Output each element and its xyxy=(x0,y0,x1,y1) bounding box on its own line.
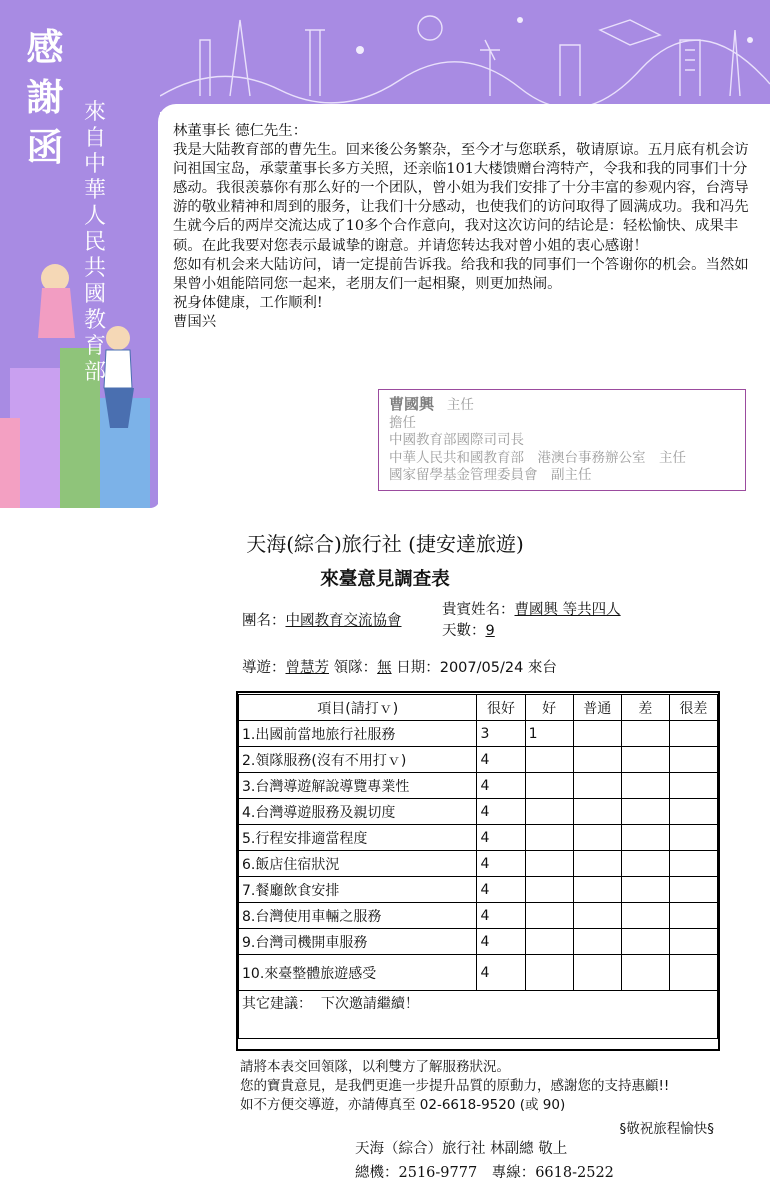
table-row xyxy=(239,929,718,955)
other-suggestions-cell xyxy=(239,991,718,1039)
row-item: 1.出國前當地旅行社服務 xyxy=(239,721,477,747)
guest-field xyxy=(442,598,621,619)
group-label: 團名： xyxy=(242,613,286,629)
other-suggestions-row xyxy=(239,991,718,1039)
letter-body xyxy=(173,122,758,332)
agency-title: 天海(綜合)旅行社 (捷安達旅遊) xyxy=(246,532,524,556)
contact-line: 總機：2516-9777 專線：6618-2522 xyxy=(355,1165,614,1181)
rating-cell: 1 xyxy=(525,721,573,747)
row-item: 10.來臺整體旅遊感受 xyxy=(239,955,477,991)
rating-cell xyxy=(669,747,717,773)
rating-cell xyxy=(621,799,669,825)
rating-cell xyxy=(669,721,717,747)
guide-value: 曾慧芳 xyxy=(285,660,329,676)
row-item: 8.台灣使用車輛之服務 xyxy=(239,903,477,929)
form-notes xyxy=(240,1058,669,1115)
rating-cell xyxy=(573,747,621,773)
note-line: 請將本表交回領隊，以利雙方了解服務狀況。 xyxy=(240,1059,510,1075)
guest-label: 貴賓姓名： xyxy=(442,602,515,618)
rating-cell: 3 xyxy=(477,721,525,747)
table-row xyxy=(239,799,718,825)
rating-cell: 4 xyxy=(477,877,525,903)
rating-cell xyxy=(621,721,669,747)
date-value: 2007/05/24 來台 xyxy=(439,660,557,676)
signature-position: 國家留學基金管理委員會 副主任 xyxy=(389,467,592,483)
rating-cell xyxy=(525,773,573,799)
other-value: 下次邀請繼續！ xyxy=(320,996,419,1012)
thank-you-letter xyxy=(0,0,770,508)
table-row xyxy=(239,747,718,773)
rating-cell xyxy=(621,773,669,799)
letter-subtitle: 來自中華人民共國教育部 xyxy=(83,100,106,385)
row-item: 3.台灣導遊解說導覽專業性 xyxy=(239,773,477,799)
closing-wish: §敬祝旅程愉快§ xyxy=(619,1121,714,1137)
guest-value: 曹國興 等共四人 xyxy=(514,602,621,618)
rating-cell xyxy=(525,747,573,773)
signature-card xyxy=(378,389,746,491)
letter-greeting: 林董事长 德仁先生： xyxy=(173,123,308,139)
row-item: 2.領隊服務(沒有不用打ｖ) xyxy=(239,747,477,773)
rating-cell xyxy=(669,851,717,877)
group-field xyxy=(242,609,402,630)
column-header: 好 xyxy=(525,695,573,721)
rating-cell xyxy=(669,903,717,929)
days-field xyxy=(442,619,495,640)
rating-cell xyxy=(669,773,717,799)
letter-blessing: 祝身体健康，工作顺利! xyxy=(173,294,323,311)
rating-cell xyxy=(669,799,717,825)
days-label: 天數： xyxy=(442,623,486,639)
leader-value: 無 xyxy=(377,660,392,676)
other-label: 其它建議： xyxy=(242,996,312,1012)
form-title: 來臺意見調查表 xyxy=(320,569,450,590)
row-item: 7.餐廳飲食安排 xyxy=(239,877,477,903)
rating-cell xyxy=(621,851,669,877)
rating-cell xyxy=(573,877,621,903)
rating-cell xyxy=(573,799,621,825)
rating-cell: 4 xyxy=(477,903,525,929)
days-value: 9 xyxy=(485,623,495,639)
group-value: 中國教育交流協會 xyxy=(285,613,402,629)
rating-cell xyxy=(621,825,669,851)
rating-cell xyxy=(525,799,573,825)
table-row xyxy=(239,721,718,747)
rating-cell: 4 xyxy=(477,851,525,877)
row-item: 9.台灣司機開車服務 xyxy=(239,929,477,955)
date-label: 日期： xyxy=(396,660,440,676)
signature-position: 中國教育部國際司司長 xyxy=(389,432,524,448)
rating-cell: 4 xyxy=(477,929,525,955)
table-row xyxy=(239,773,718,799)
rating-cell xyxy=(669,955,717,991)
rating-cell: 4 xyxy=(477,747,525,773)
guide-label: 導遊： xyxy=(242,660,286,676)
signature-name: 曹國興 xyxy=(389,395,435,413)
rating-cell xyxy=(621,903,669,929)
rating-cell xyxy=(669,877,717,903)
signature-position: 中華人民共和國教育部 港澳台事務辦公室 主任 xyxy=(389,449,686,466)
rating-cell xyxy=(525,903,573,929)
rating-cell xyxy=(525,877,573,903)
rating-cell xyxy=(573,721,621,747)
rating-cell xyxy=(621,929,669,955)
table-row xyxy=(239,825,718,851)
rating-cell xyxy=(573,903,621,929)
rating-cell xyxy=(573,955,621,991)
rating-cell xyxy=(525,929,573,955)
letter-title: 感謝函 xyxy=(26,25,64,169)
rating-cell xyxy=(573,825,621,851)
letter-paragraph: 您如有机会来大陆访问，请一定提前告诉我。给我和我的同事们一个答谢你的机会。当然如果曾小姐能陪同您一起来，老朋友们一起相聚，则更加热闹。 xyxy=(173,256,749,292)
column-header: 差 xyxy=(621,695,669,721)
signature-position: 擔任 xyxy=(389,414,416,431)
rating-cell xyxy=(525,825,573,851)
rating-cell xyxy=(621,747,669,773)
table-header-row xyxy=(239,695,718,721)
survey-table xyxy=(238,694,718,1039)
rating-cell xyxy=(573,773,621,799)
rating-cell xyxy=(621,877,669,903)
letter-signoff: 曹国兴 xyxy=(173,313,217,330)
rating-cell xyxy=(573,851,621,877)
note-line: 您的寶貴意見，是我們更進一步提升品質的原動力，感謝您的支持惠顧!! xyxy=(240,1078,670,1094)
rating-cell xyxy=(525,851,573,877)
signature-role: 主任 xyxy=(446,397,474,413)
leader-label: 領隊： xyxy=(333,660,378,676)
row-item: 6.飯店住宿狀況 xyxy=(239,851,477,877)
rating-cell xyxy=(573,929,621,955)
guide-line xyxy=(242,656,557,677)
couple-illustration xyxy=(0,248,160,508)
table-row xyxy=(239,851,718,877)
sign-line: 天海（綜合）旅行社 林副總 敬上 xyxy=(355,1141,568,1157)
rating-cell xyxy=(669,825,717,851)
column-header: 項目(請打ｖ) xyxy=(239,695,477,721)
rating-cell: 4 xyxy=(477,773,525,799)
column-header: 普通 xyxy=(573,695,621,721)
row-item: 4.台灣導遊服務及親切度 xyxy=(239,799,477,825)
rating-cell: 4 xyxy=(477,955,525,991)
rating-cell xyxy=(669,929,717,955)
table-row xyxy=(239,955,718,991)
rating-cell: 4 xyxy=(477,799,525,825)
table-row xyxy=(239,877,718,903)
table-row xyxy=(239,903,718,929)
column-header: 很好 xyxy=(477,695,525,721)
letter-paragraph: 我是大陆教育部的曹先生。回来後公务繁杂，至今才与您联系，敬请原谅。五月底有机会访问祖国宝岛，承蒙董事长多方关照，还亲临101大楼馈赠台湾特产，令我和我的同事们十分感动。我很羡慕你有那么好的一个团队，曾小姐为我们安排了十分丰富的参观内容，台湾导游的敬业精神和周到的服务，让我们十分感动，也使我们的访问取得了圆满成功。我和冯先生就今后的两岸交流达成了10多个合作意向，我对这次访问的结论是：轻松愉快、成果丰硕。在此我要对您表示最诚挚的谢意。并请您转达我对曾小姐的衷心感谢！ xyxy=(173,142,749,254)
column-header: 很差 xyxy=(669,695,717,721)
note-line: 如不方便交導遊，亦請傳真至 02-6618-9520 (或 90) xyxy=(240,1097,566,1113)
rating-cell: 4 xyxy=(477,825,525,851)
rating-cell xyxy=(525,955,573,991)
rating-cell xyxy=(621,955,669,991)
row-item: 5.行程安排適當程度 xyxy=(239,825,477,851)
